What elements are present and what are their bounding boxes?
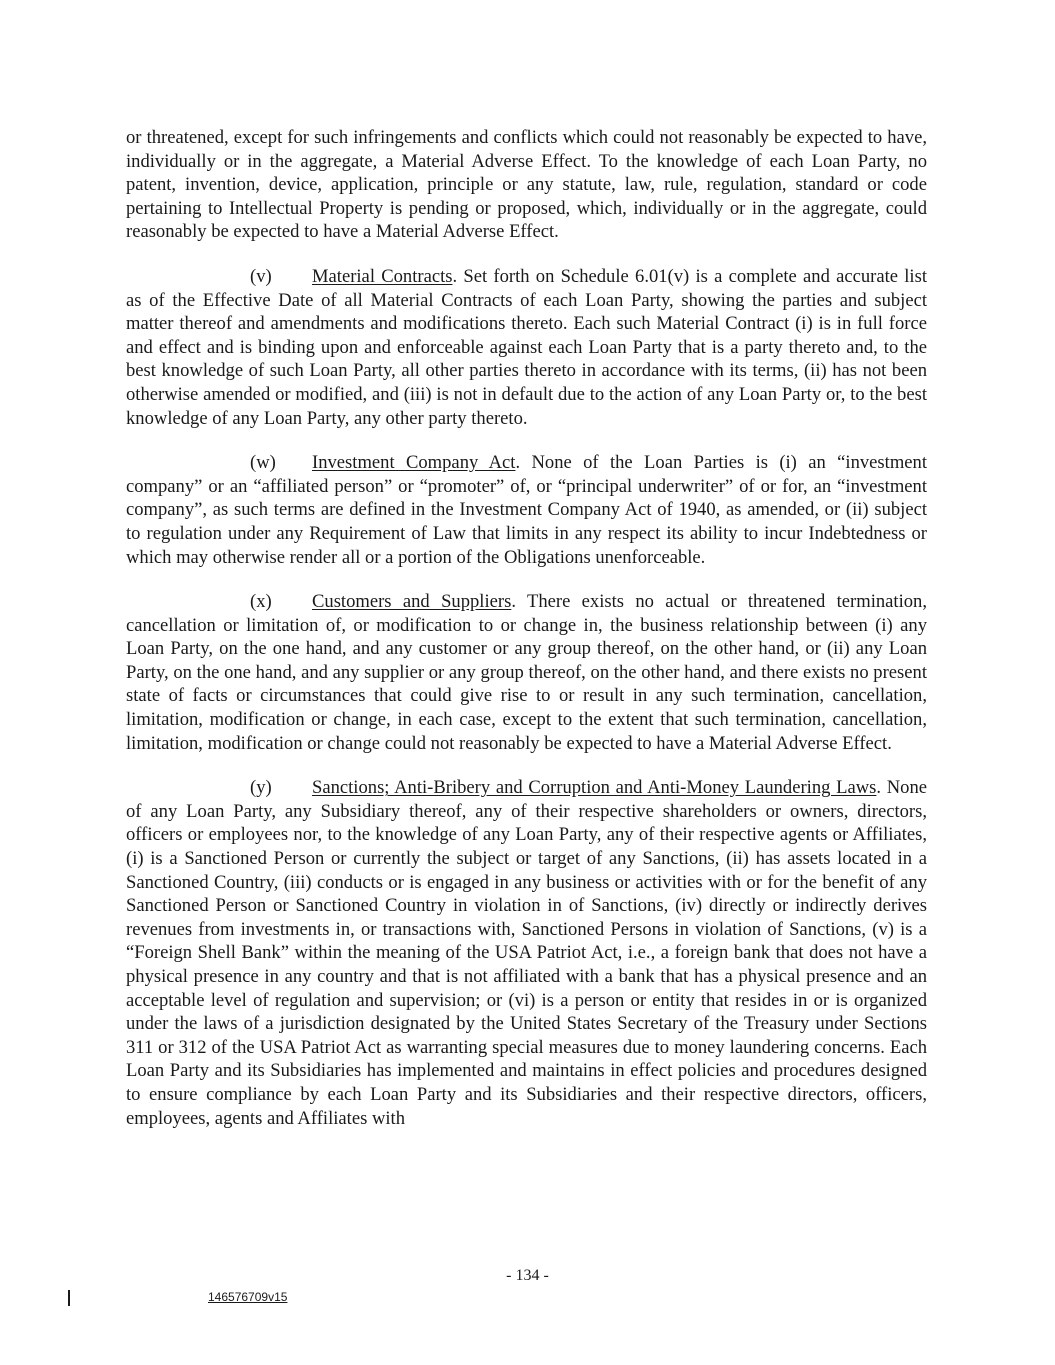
section-y-paragraph (126, 776, 927, 1130)
section-w-body: . None of the Loan Parties is (i) an “investment company” or an “affiliated person” or “promoter” of, or “principal underwriter” of or for, an “investment company”, as such terms are defined in the Investment Company Act of 1940, as amended, or (ii) subject to regulation under any Requirement of Law that limits in any respect its ability to incur Indebtedness or which may otherwise render all or a portion of the Obligations unenforceable. (126, 452, 927, 568)
section-w-paragraph (126, 451, 927, 569)
section-x-number: (x) (250, 591, 272, 613)
section-w-number: (w) (250, 452, 276, 474)
continuation-paragraph (126, 126, 927, 244)
section-v-body: . Set forth on Schedule 6.01(v) is a complete and accurate list as of the Effective Date of all Material Contracts of each Loan Party, showing the parties and subject matter thereof and amendments and modifications thereto. Each such Material Contract (i) is in full force and effect and is binding upon and enforceable against each Loan Party that is a party thereto and, to the best knowledge of such Loan Party, all other parties thereto in accordance with its terms, (ii) has not been otherwise amended or modified, and (iii) is not in default due to the action of any Loan Party or, to the best knowledge of any Loan Party, any other party thereto. (126, 265, 927, 429)
section-v-heading: Material Contracts (312, 265, 453, 287)
section-v-number: (v) (250, 265, 272, 287)
section-y-number: (y) (250, 777, 272, 799)
section-v-paragraph (126, 265, 927, 430)
revision-change-bar (68, 1290, 70, 1306)
section-y-body: . None of any Loan Party, any Subsidiary thereof, any of their respective shareholders or owners, directors, officers or employees nor, to the knowledge of any Loan Party, any of their respective agents or Affiliates, (i) is a Sanctioned Person or currently the subject or target of any Sanctions, (ii) has assets located in a Sanctioned Country, (iii) conducts or is engaged in any business or activities with or for the benefit of any Sanctioned Person or Sanctioned Country in violation in of Sanctions, (iv) directly or indirectly derives revenues from investments in, or transactions with, Sanctioned Persons in violation of Sanctions, (v) is a “Foreign Shell Bank” within the meaning of the USA Patriot Act, i.e., a foreign bank that does not have a physical presence in any country and that is not affiliated with a bank that has a physical presence and an acceptable level of regulation and supervision; or (vi) is a person or entity that resides in or is organized under the laws of a jurisdiction designated by the United States Secretary of the Treasury under Sections 311 or 312 of the USA Patriot Act as warranting special measures due to money laundering concerns. Each Loan Party and its Subsidiaries has implemented and maintains in effect policies and procedures designed to ensure compliance by each Loan Party and its Subsidiaries and their respective directors, officers, employees, agents and Affiliates with (126, 777, 927, 1129)
continuation-text: or threatened, except for such infringements and conflicts which could not reasonably be expected to have, individually or in the aggregate, a Material Adverse Effect. To the knowledge of each Loan Party, no patent, invention, device, application, principle or any statute, law, rule, regulation, standard or code pertaining to Intellectual Property is pending or proposed, which, individually or in the aggregate, could reasonably be expected to have a Material Adverse Effect. (126, 127, 927, 243)
page-number: - 134 - (506, 1267, 549, 1284)
section-x-paragraph (126, 590, 927, 755)
section-y-heading: Sanctions; Anti-Bribery and Corruption and Anti-Money Laundering Laws (312, 777, 877, 799)
document-id: 146576709v15 (208, 1290, 288, 1304)
document-body (126, 126, 927, 1151)
section-x-body: . There exists no actual or threatened termination, cancellation or limitation of, or modification to or change in, the business relationship between (i) any Loan Party, on the one hand, and any customer or any group thereof, on the other hand, or (ii) any Loan Party, on the one hand, and any supplier or any group thereof, on the other hand, and there exists no present state of facts or circumstances that could give rise to or result in any such termination, cancellation, limitation, modification or change, in each case, except to the extent that such termination, cancellation, limitation, modification or change could not reasonably be expected to have a Material Adverse Effect. (126, 591, 927, 754)
section-w-heading: Investment Company Act (312, 452, 516, 474)
section-x-heading: Customers and Suppliers (312, 591, 512, 613)
